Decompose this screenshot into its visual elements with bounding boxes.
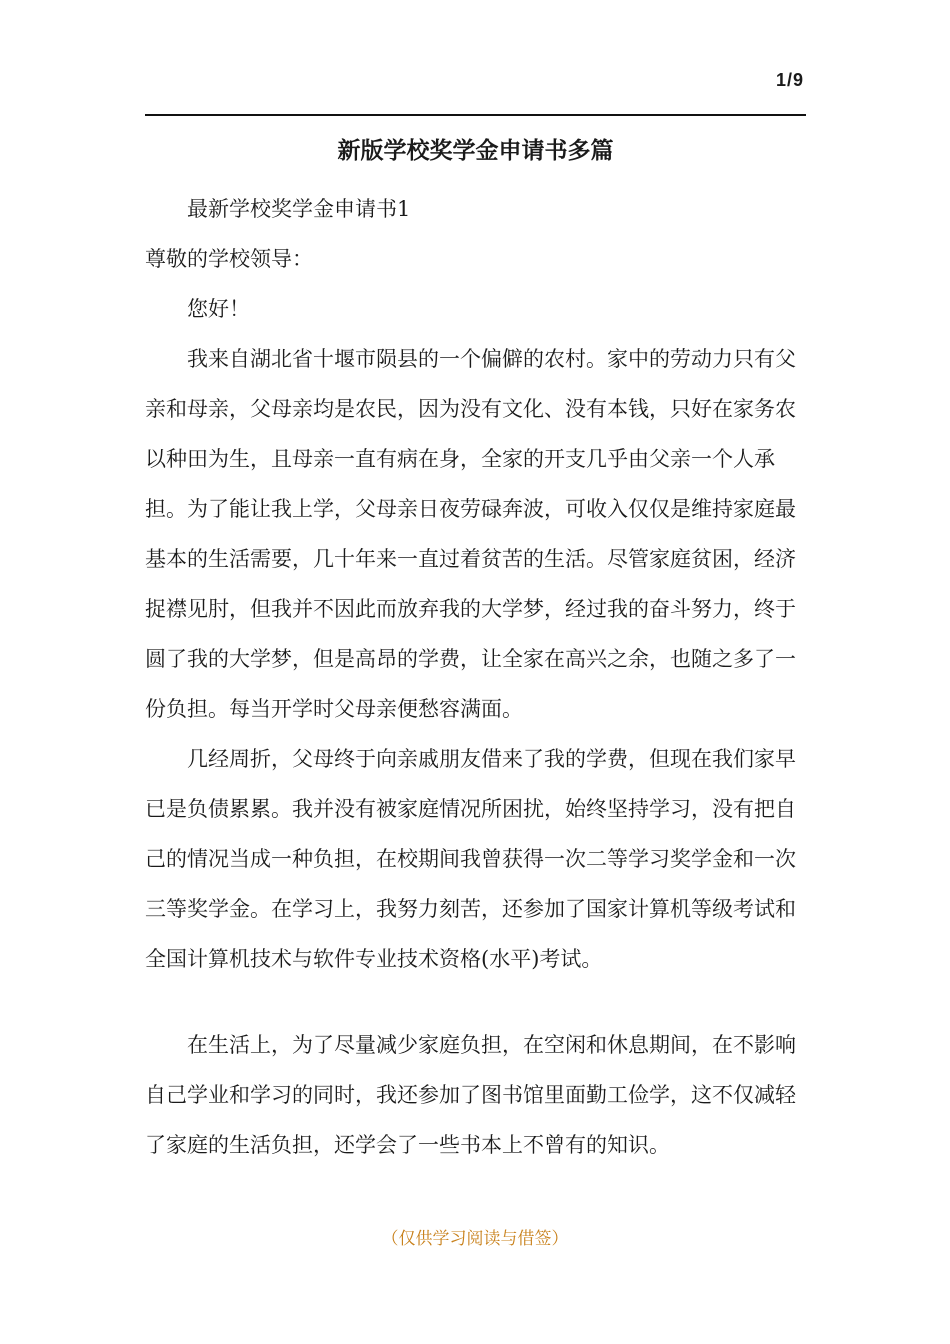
page-number: 1/9 [775,70,804,90]
document-title: 新版学校奖学金申请书多篇 [337,138,614,164]
body-paragraph: 在生活上，为了尽量减少家庭负担，在空闲和休息期间，在不影响自己学业和学习的同时，我还参加了图书馆里面勤工俭学，这不仅减轻了家庭的生活负担，还学会了一些书本上不曾有的知识。 [145,1033,796,1157]
section-heading: 最新学校奖学金申请书1 [187,197,411,221]
header-divider [145,114,806,116]
salutation: 尊敬的学校领导： [145,247,313,271]
body-paragraph: 几经周折，父母终于向亲戚朋友借来了我的学费，但现在我们家早已是负债累累。我并没有被家庭情况所困扰，始终坚持学习，没有把自己的情况当成一种负担，在校期间我曾获得一次二等学习奖学金和一次三等奖学金。在学习上，我努力刻苦，还参加了国家计算机等级考试和全国计算机技术与软件专业技术资格(水平)考试。 [145,747,796,971]
paragraph-spacer [145,984,813,1020]
document-body [145,184,813,1170]
greeting: 您好！ [187,297,250,321]
body-paragraph: 我来自湖北省十堰市陨县的一个偏僻的农村。家中的劳动力只有父亲和母亲，父母亲均是农民，因为没有文化、没有本钱，只好在家务农以种田为生，且母亲一直有病在身，全家的开支几乎由父亲一个人承担。为了能让我上学，父母亲日夜劳碌奔波，可收入仅仅是维持家庭最基本的生活需要，几十年来一直过着贫苦的生活。尽管家庭贫困，经济捉襟见肘，但我并不因此而放弃我的大学梦，经过我的奋斗努力，终于圆了我的大学梦，但是高昂的学费，让全家在高兴之余，也随之多了一份负担。每当开学时父母亲便愁容满面。 [145,347,796,721]
footer-note: （仅供学习阅读与借签） [381,1229,569,1249]
